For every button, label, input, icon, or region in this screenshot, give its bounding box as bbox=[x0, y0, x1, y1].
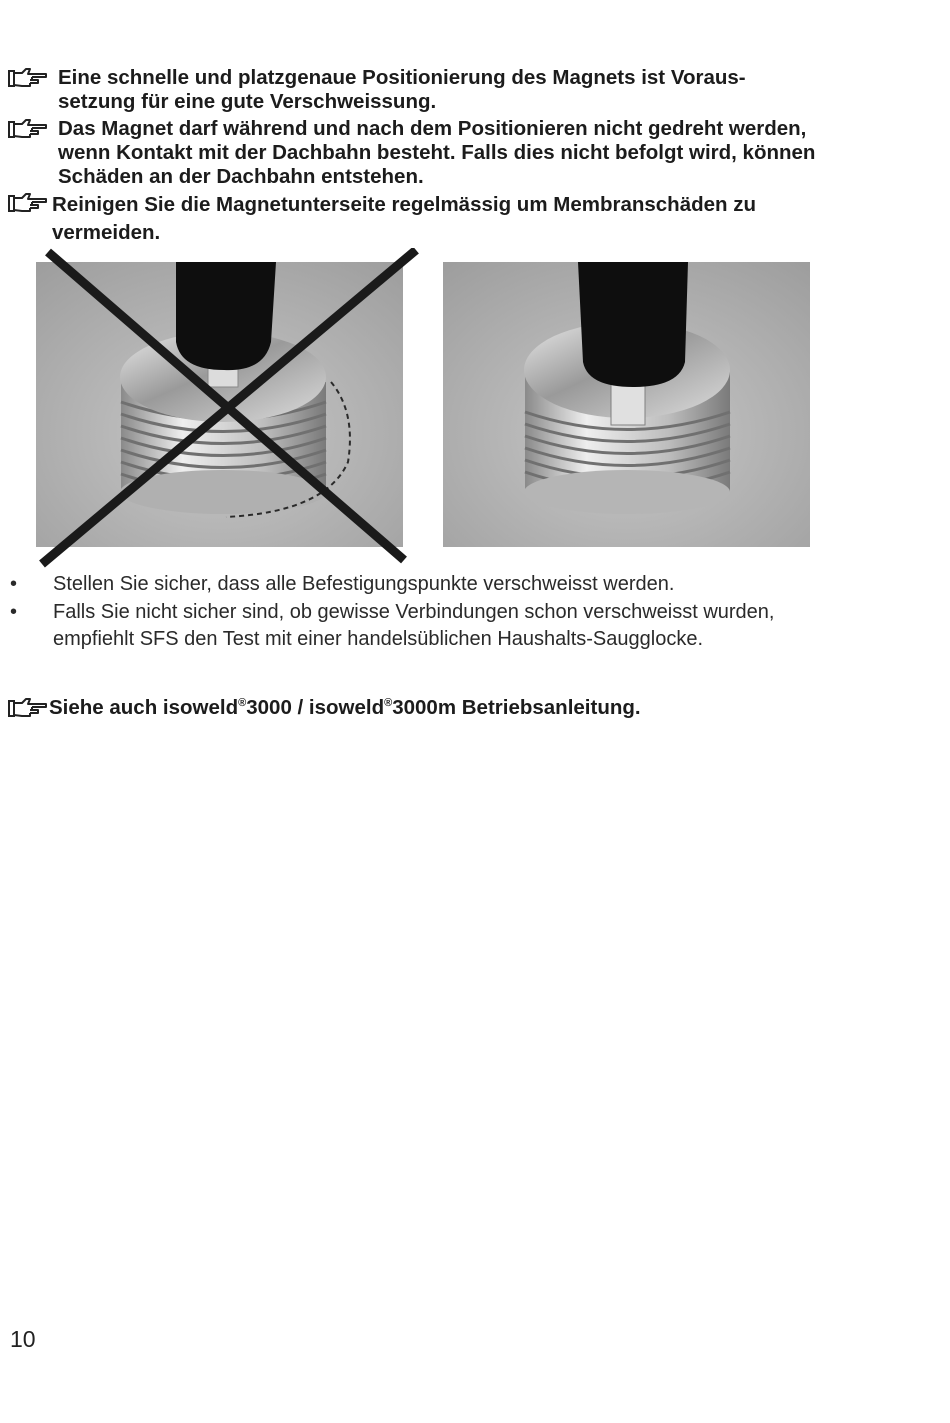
bullet-marker: • bbox=[10, 573, 18, 595]
list-item bbox=[8, 599, 908, 654]
bullet-marker: • bbox=[10, 600, 18, 623]
hint-note-reference bbox=[8, 696, 888, 720]
hint-note-positioning bbox=[8, 66, 888, 114]
hint-note-cleaning bbox=[8, 191, 888, 247]
bullet-text: Stellen Sie sicher, dass alle Befestigungspunkte verschweisst werden. bbox=[53, 573, 675, 595]
pointing-hand-icon bbox=[8, 66, 48, 90]
note-line: Schäden an der Dachbahn entstehen. bbox=[58, 165, 424, 188]
bullet-text: empfiehlt SFS den Test mit einer handelsüblichen Haushalts-Saugglocke. bbox=[53, 628, 703, 650]
page-number: 10 bbox=[10, 1326, 36, 1352]
pointing-hand-icon bbox=[8, 191, 48, 215]
note-line: Das Magnet darf während und nach dem Positionieren nicht gedreht werden, bbox=[58, 117, 807, 140]
note-line: Eine schnelle und platzgenaue Positionierung des Magnets ist Voraus- bbox=[58, 66, 746, 89]
bullet-text: Falls Sie nicht sicher sind, ob gewisse Verbindungen schon verschweisst wurden, bbox=[53, 600, 775, 623]
note-line: Reinigen Sie die Magnetunterseite regelmässig um Membranschäden zu bbox=[52, 193, 757, 216]
list-item bbox=[8, 571, 908, 599]
note-line: wenn Kontakt mit der Dachbahn besteht. Falls dies nicht befolgt wird, können bbox=[58, 141, 816, 164]
cross-icon bbox=[36, 248, 421, 568]
pointing-hand-icon bbox=[8, 696, 48, 720]
note-line: setzung für eine gute Verschweissung. bbox=[58, 90, 437, 113]
reference-text: Siehe auch isoweld®3000 / isoweld®3000m Betriebsanleitung. bbox=[49, 696, 641, 719]
note-line: vermeiden. bbox=[52, 221, 161, 244]
bullet-list bbox=[8, 571, 908, 654]
pointing-hand-icon bbox=[8, 117, 48, 141]
hint-note-rotation bbox=[8, 117, 888, 189]
photo-magnet-correct bbox=[443, 262, 810, 547]
